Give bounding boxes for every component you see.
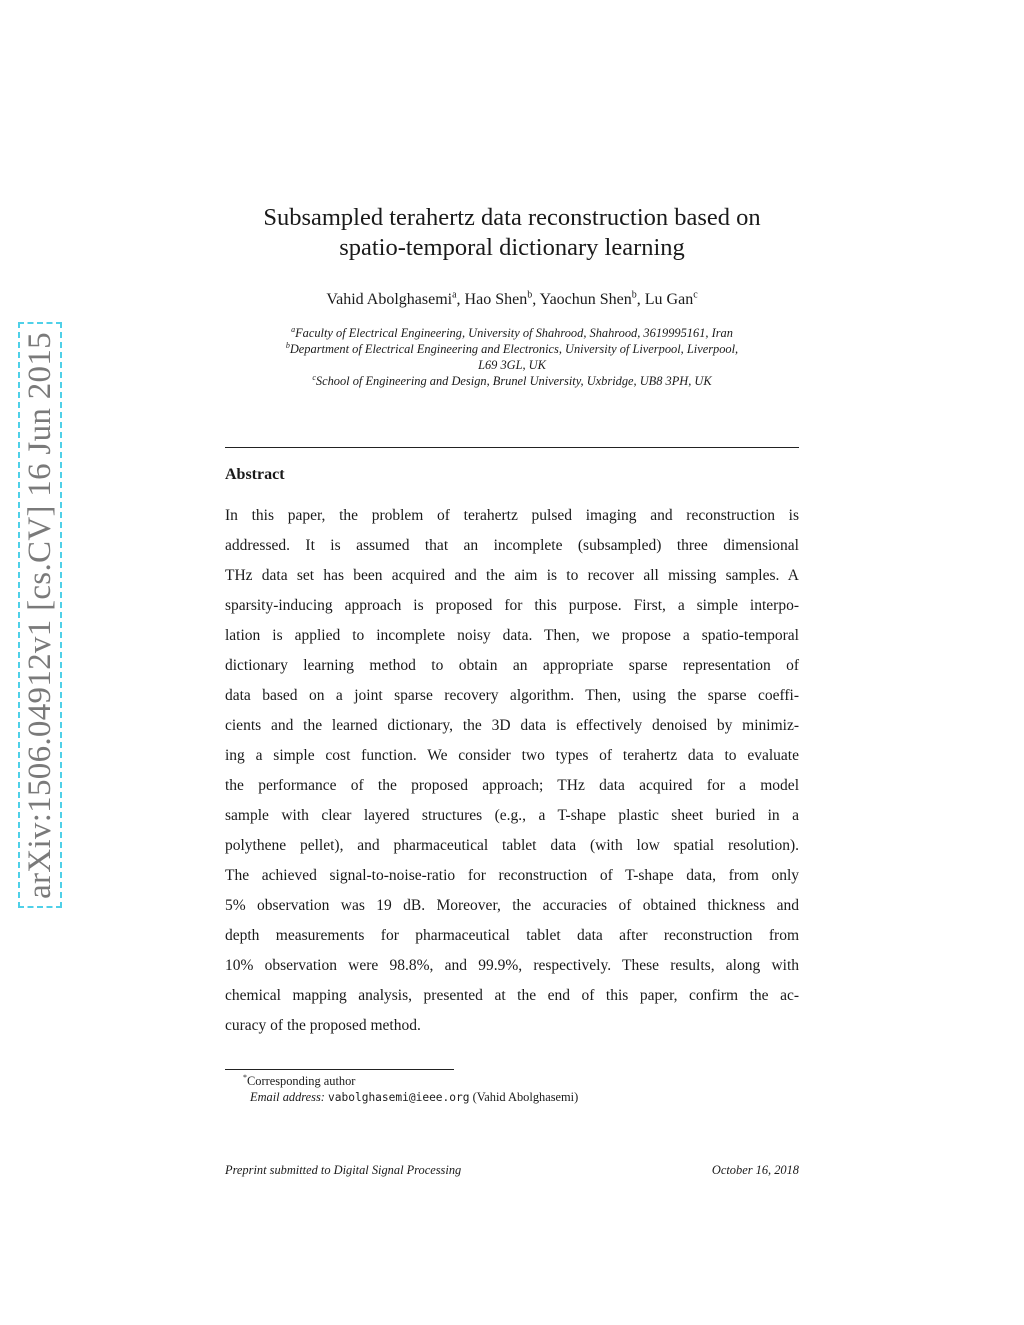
abstract-line: THz data set has been acquired and the aim is to recover all missing samples. A bbox=[225, 567, 799, 584]
abstract-line: the performance of the proposed approach; THz data acquired for a model bbox=[225, 777, 799, 794]
preprint-date: October 16, 2018 bbox=[711, 1163, 799, 1177]
affiliation-text: Department of Electrical Engineering and Electronics, University of Liverpool, Liverpool, bbox=[289, 342, 739, 356]
title-line-1: Subsampled terahertz data reconstruction based on bbox=[263, 204, 761, 231]
author-separator: , bbox=[532, 291, 540, 308]
affiliation-mark: c bbox=[312, 372, 316, 382]
abstract-line: In this paper, the problem of terahertz pulsed imaging and reconstruction is bbox=[225, 507, 799, 524]
preprint-footer bbox=[225, 1163, 799, 1178]
affiliation-b-continued: L69 3GL, UK bbox=[478, 358, 546, 372]
author-affil-mark: b bbox=[527, 289, 533, 301]
abstract-line: The achieved signal-to-noise-ratio for reconstruction of T-shape data, from only bbox=[225, 867, 799, 884]
author-list bbox=[225, 290, 799, 310]
affiliation-a bbox=[225, 325, 799, 341]
abstract-line: 10% observation were 98.8%, and 99.9%, respectively. These results, along with bbox=[225, 957, 799, 974]
footnote bbox=[243, 1073, 578, 1106]
abstract-heading: Abstract bbox=[225, 466, 285, 483]
author-separator: , bbox=[456, 291, 465, 308]
author-affil-mark: a bbox=[452, 289, 457, 301]
author-name: Hao Shen bbox=[464, 291, 528, 308]
abstract-line: dictionary learning method to obtain an appropriate sparse representation of bbox=[225, 657, 799, 674]
corresponding-author-label: Corresponding author bbox=[247, 1074, 356, 1088]
affiliation-text: Faculty of Electrical Engineering, University of Shahrood, Shahrood, 3619995161, Iran bbox=[295, 326, 733, 340]
abstract-line: cients and the learned dictionary, the 3D data is effectively denoised by minimiz- bbox=[225, 717, 799, 734]
abstract-line: data based on a joint sparse recovery algorithm. Then, using the sparse coeffi- bbox=[225, 687, 799, 704]
abstract-line: lation is applied to incomplete noisy data. Then, we propose a spatio-temporal bbox=[225, 627, 799, 644]
affiliation-b bbox=[225, 341, 799, 357]
abstract-line: 5% observation was 19 dB. Moreover, the accuracies of obtained thickness and bbox=[225, 897, 799, 914]
author-affil-mark: c bbox=[693, 289, 698, 301]
abstract-line: sparsity-inducing approach is proposed for this purpose. First, a simple interpo- bbox=[225, 597, 799, 614]
abstract-line: chemical mapping analysis, presented at the end of this paper, confirm the ac- bbox=[225, 987, 799, 1004]
author-separator: , bbox=[636, 291, 645, 308]
email-label: Email address: bbox=[250, 1090, 325, 1104]
affiliations bbox=[225, 325, 799, 389]
title-line-2: spatio-temporal dictionary learning bbox=[339, 234, 685, 261]
paper-title bbox=[225, 203, 799, 263]
abstract-line: addressed. It is assumed that an incomplete (subsampled) three dimensional bbox=[225, 537, 799, 554]
abstract-line: polythene pellet), and pharmaceutical tablet data (with low spatial resolution). bbox=[225, 837, 799, 854]
preprint-venue: Preprint submitted to Digital Signal Processing bbox=[225, 1163, 462, 1177]
abstract-line: sample with clear layered structures (e.g., a T-shape plastic sheet buried in a bbox=[225, 807, 799, 824]
author-name: Yaochun Shen bbox=[539, 291, 632, 308]
arxiv-identifier-stamp bbox=[18, 322, 62, 908]
abstract-line: depth measurements for pharmaceutical tablet data after reconstruction from bbox=[225, 927, 799, 944]
affiliation-text: School of Engineering and Design, Brunel University, Uxbridge, UB8 3PH, UK bbox=[315, 374, 712, 388]
email-note bbox=[243, 1089, 578, 1106]
email-address[interactable]: vabolghasemi@ieee.org bbox=[328, 1091, 470, 1104]
abstract-line: curacy of the proposed method. bbox=[225, 1017, 421, 1034]
footnote-mark: * bbox=[243, 1072, 247, 1082]
affiliation-mark: b bbox=[285, 340, 290, 350]
abstract-top-rule bbox=[225, 447, 799, 448]
arxiv-identifier: arXiv:1506.04912v1 [cs.CV] 16 Jun 2015 bbox=[21, 331, 58, 899]
affiliation-c bbox=[225, 373, 799, 389]
abstract-line: ing a simple cost function. We consider two types of terahertz data to evaluate bbox=[225, 747, 799, 764]
author-name: Vahid Abolghasemi bbox=[326, 291, 453, 308]
author-name: Lu Gan bbox=[644, 291, 694, 308]
footnote-rule bbox=[225, 1069, 454, 1070]
author-affil-mark: b bbox=[631, 289, 637, 301]
abstract-body bbox=[225, 501, 799, 1041]
affiliation-mark: a bbox=[291, 324, 296, 334]
email-owner: (Vahid Abolghasemi) bbox=[472, 1090, 579, 1104]
corresponding-author-note bbox=[243, 1073, 578, 1089]
